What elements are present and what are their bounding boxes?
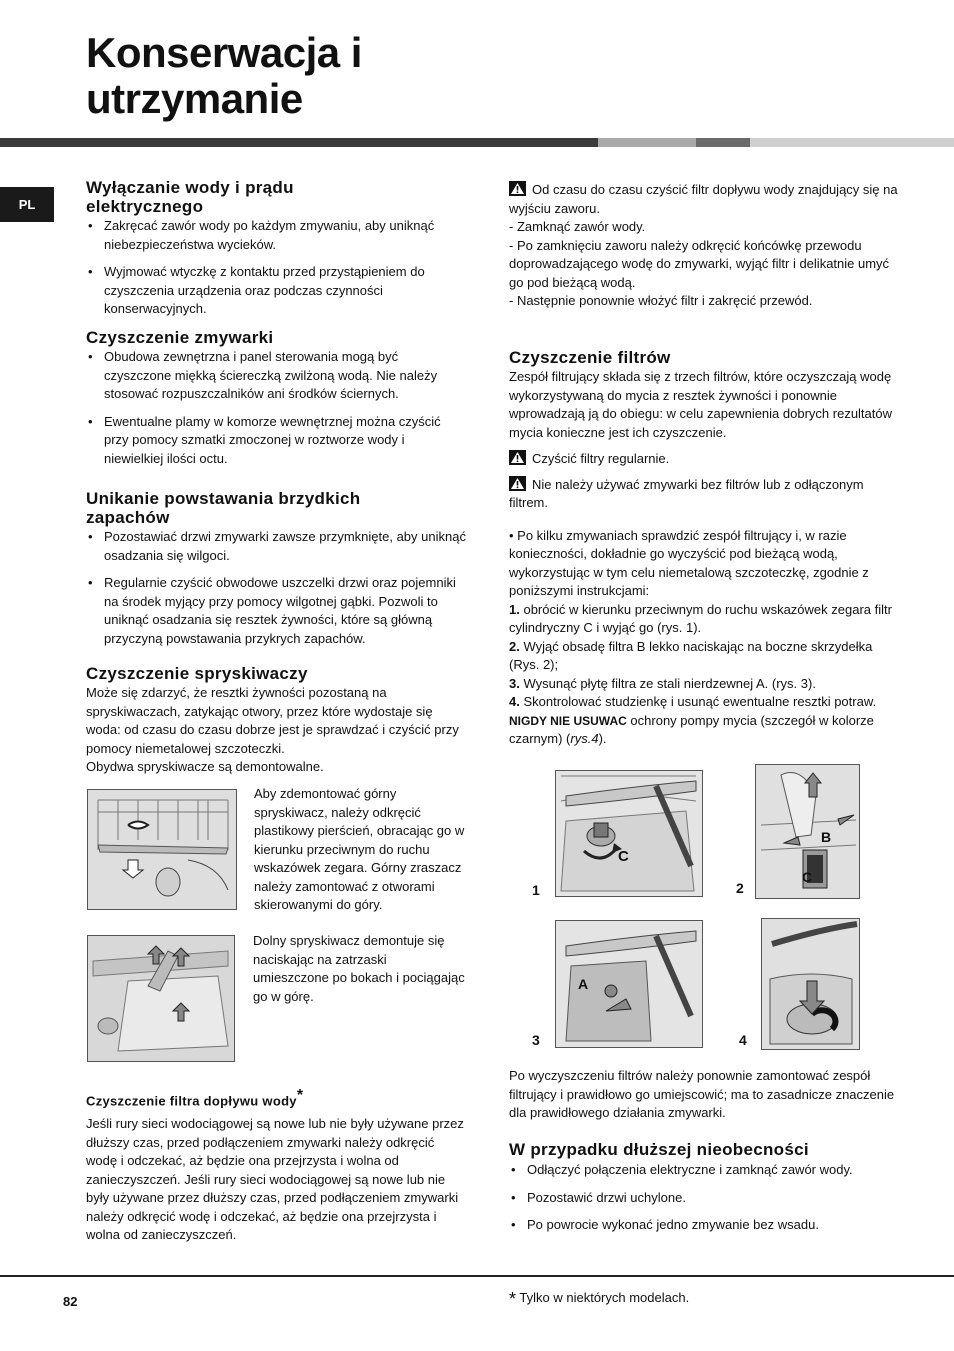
figure-number-3: 3 [532, 1032, 540, 1048]
filter-figure-2 [755, 764, 860, 899]
paragraph: Jeśli rury sieci wodociągowej są nowe lub nie były używane przez dłuższy czas, przed podłączeniem zmywarki należy odkręcić wodę i odczekać, aż będzie ona przejrzysta i wolna od zanieczyszczeń. Jeśli rury sieci wodociągowej są nowe lub nie były używane przez dłuższy czas, przed podłączeniem zmywarki należy odkręcić wodę i odczekać, aż będzie ona przejrzysta i wolna od zanieczyszczeń. [86, 1116, 464, 1243]
lower-spray-arm-figure [87, 935, 235, 1062]
step-1: 1. obrócić w kierunku przeciwnym do ruchu wskazówek zegara filtr cylindryczny C i wyjąć go (rys. 1). [509, 601, 892, 635]
section-long-absence [509, 1140, 901, 1235]
bullet-list [509, 1161, 901, 1235]
section-spray-arms [86, 664, 466, 777]
label-b: B [821, 829, 832, 845]
bullet-list [86, 217, 466, 319]
label-c: C [802, 869, 813, 885]
section-cleaning [86, 328, 466, 468]
paragraph: - Następnie ponownie włożyć filtr i zakręcić przewód. [509, 293, 813, 308]
section-heading: Czyszczenie filtra dopływu wody* [86, 1087, 304, 1109]
header-bar-light [750, 138, 954, 147]
header-bar-dark [0, 138, 598, 147]
section-heading: Czyszczenie spryskiwaczy [86, 664, 308, 683]
upper-spray-arm-figure [87, 789, 237, 910]
after-cleaning-text: Po wyczyszczeniu filtrów należy ponownie zamontować zespół filtrujący i prawidłowo go umiejscowić; ma to zasadnicze znaczenie dla prawidłowego działania zmywarki. [509, 1068, 895, 1120]
footnote: * Tylko w niektórych modelach. [509, 1289, 690, 1309]
section-odours [86, 489, 466, 648]
figure-number-1: 1 [532, 882, 540, 898]
list-item: • Pozostawić drzwi uchylone. [509, 1189, 901, 1208]
warning-icon [509, 450, 526, 465]
step-4: 4. Skontrolować studzienkę i usunąć ewentualne resztki potraw. [509, 694, 877, 709]
lower-spray-arm-text: Dolny spryskiwacz demontuje się naciskając na zatrzaski umieszczone po bokach i pociągając go w górę. [253, 933, 465, 1004]
label-c: C [618, 848, 629, 865]
language-badge: PL [0, 187, 54, 222]
paragraph: Może się zdarzyć, że resztki żywności pozostaną na spryskiwaczach, zatykając otwory, przez które wydostaje się woda: od czasu do czasu dobrze jest je sprawdzać i czyścić przy pomocy niemetalowej szczoteczki. [86, 685, 459, 756]
bullet-list [86, 528, 466, 648]
section-heading: Czyszczenie filtrów [509, 348, 671, 367]
label-a: A [578, 976, 589, 992]
list-item: • Pozostawiać drzwi zmywarki zawsze przymknięte, aby uniknąć osadzania się wilgoci. [86, 528, 466, 565]
paragraph: - Zamknąć zawór wody. [509, 219, 646, 234]
step-2: 2. Wyjąć obsadę filtra B lekko naciskając na boczne skrzydełka (Rys. 2); [509, 638, 873, 672]
never-remove-note: NIGDY NIE USUWAC ochrony pompy mycia (szczegół w kolorze czarnym) (rys.4). [509, 712, 874, 746]
list-item: • Wyjmować wtyczkę z kontaktu przed przystąpieniem do czyszczenia urządzenia oraz podczas czynności konserwacyjnych. [86, 263, 466, 319]
list-item: • Po powrocie wykonać jedno zmywanie bez wsadu. [509, 1216, 901, 1235]
paragraph: - Po zamknięciu zaworu należy odkręcić końcówkę przewodu doprowadzającego wodę do zmywarki, wyjąć filtr i delikatnie umyć go pod bieżącą wodą. [509, 237, 890, 290]
list-item: • Obudowa zewnętrzna i panel sterowania mogą być czyszczone miękką ściereczką zwilżoną wodą. Nie należy stosować rozpuszczalników ani środków ściernych. [86, 348, 466, 404]
footer-divider [0, 1275, 954, 1277]
paragraph: Zespół filtrujący składa się z trzech filtrów, które oczyszczają wodę wykorzystywaną do mycia z resztek żywności i ponownie wprowadzają ją do obiegu: w celu zapewnienia dobrych rezultatów mycia konieczne jest ich czyszczenie. [509, 369, 893, 440]
warning-line: Nie należy używać zmywarki bez filtrów lub z odłączonym filtrem. [509, 476, 864, 510]
filter-figure-4 [761, 918, 860, 1050]
section-heading: Czyszczenie zmywarki [86, 328, 274, 347]
header-bar-grey [696, 138, 750, 147]
list-item: • Zakręcać zawór wody po każdym zmywaniu, aby uniknąć niebezpieczeństwa wycieków. [86, 217, 466, 254]
header-bar-mid [598, 138, 696, 147]
warning-icon [509, 181, 526, 196]
section-inlet-filter-steps [509, 181, 901, 311]
section-water-power [86, 178, 466, 319]
list-item: • Regularnie czyścić obwodowe uszczelki drzwi oraz pojemniki na środek myjący przy pomocy wilgotnej gąbki. Pozwoli to uniknąć osadzania się resztek żywności, które są główną przyczyną powstawania przykrych zapachów. [86, 574, 466, 648]
paragraph: • Po kilku zmywaniach sprawdzić zespół filtrujący i, w razie konieczności, dokładnie go wyczyścić pod bieżącą wodą, wykorzystując w tym celu niemetalową szczoteczkę, zgodnie z poniższymi instrukcjami: [509, 527, 869, 598]
filter-figure-1 [555, 770, 703, 897]
list-item: • Ewentualne plamy w komorze wewnętrznej można czyścić przy pomocy szmatki zmoczonej w roztworze wody i niewielkiej ilości octu. [86, 413, 466, 469]
bullet-list [86, 348, 466, 468]
figure-number-2: 2 [736, 880, 744, 896]
warning-icon [509, 476, 526, 491]
list-item: • Odłączyć połączenia elektryczne i zamknąć zawór wody. [509, 1161, 901, 1180]
paragraph: Od czasu do czasu czyścić filtr dopływu wody znajdujący się na wyjściu zaworu. [509, 182, 898, 216]
upper-spray-arm-text: Aby zdemontować górny spryskiwacz, należy odkręcić plastikowy pierścień, obracając go w kierunku przeciwnym do ruchu wskazówek zegara. Górny zraszacz należy zamontować z otworami skierowanymi do góry. [254, 786, 465, 912]
paragraph: Obydwa spryskiwacze są demontowalne. [86, 759, 324, 774]
section-heading: Unikanie powstawania brzydkich zapachów [86, 489, 361, 527]
section-filters [509, 348, 901, 749]
section-inlet-filter [86, 1088, 466, 1245]
warning-line: Czyścić filtry regularnie. [509, 450, 901, 469]
section-heading: W przypadku dłuższej nieobecności [509, 1140, 809, 1159]
filter-figure-3 [555, 920, 703, 1048]
section-heading: Wyłączanie wody i prądu elektrycznego [86, 178, 294, 216]
figure-number-4: 4 [739, 1032, 747, 1048]
page-title: Konserwacja i utrzymanie [86, 29, 362, 122]
page-number: 82 [63, 1294, 78, 1309]
step-3: 3. Wysunąć płytę filtra ze stali nierdzewnej A. (rys. 3). [509, 675, 816, 691]
